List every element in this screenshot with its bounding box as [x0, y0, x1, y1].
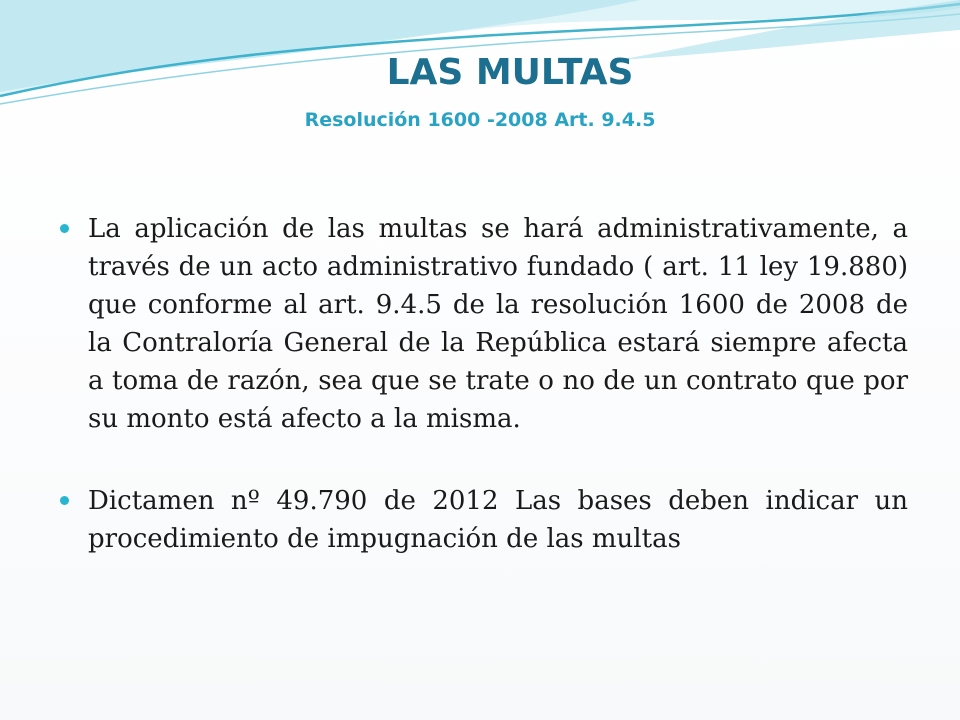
bullet-dot-icon [60, 224, 69, 233]
bullet-text: La aplicación de las multas se hará administrativamente, a través de un acto administrativo fundado ( art. 11 ley 19.880) que conforme al art. 9.4.5 de la resolución 1600 de 2008 de la Contraloría General de la República estará siempre afecta a toma de razón, sea que se trate o no de un contrato que por su monto está afecto a la misma. [88, 214, 908, 434]
bullet-dot-icon [60, 496, 69, 505]
bullet-item [60, 210, 908, 438]
bullet-text: Dictamen nº 49.790 de 2012 Las bases deben indicar un procedimiento de impugnación de las multas [88, 486, 908, 554]
slide-title: LAS MULTAS [386, 52, 634, 93]
bullet-list [60, 210, 908, 602]
bullet-item [60, 482, 908, 558]
slide-subtitle: Resolución 1600 -2008 Art. 9.4.5 [304, 109, 656, 131]
